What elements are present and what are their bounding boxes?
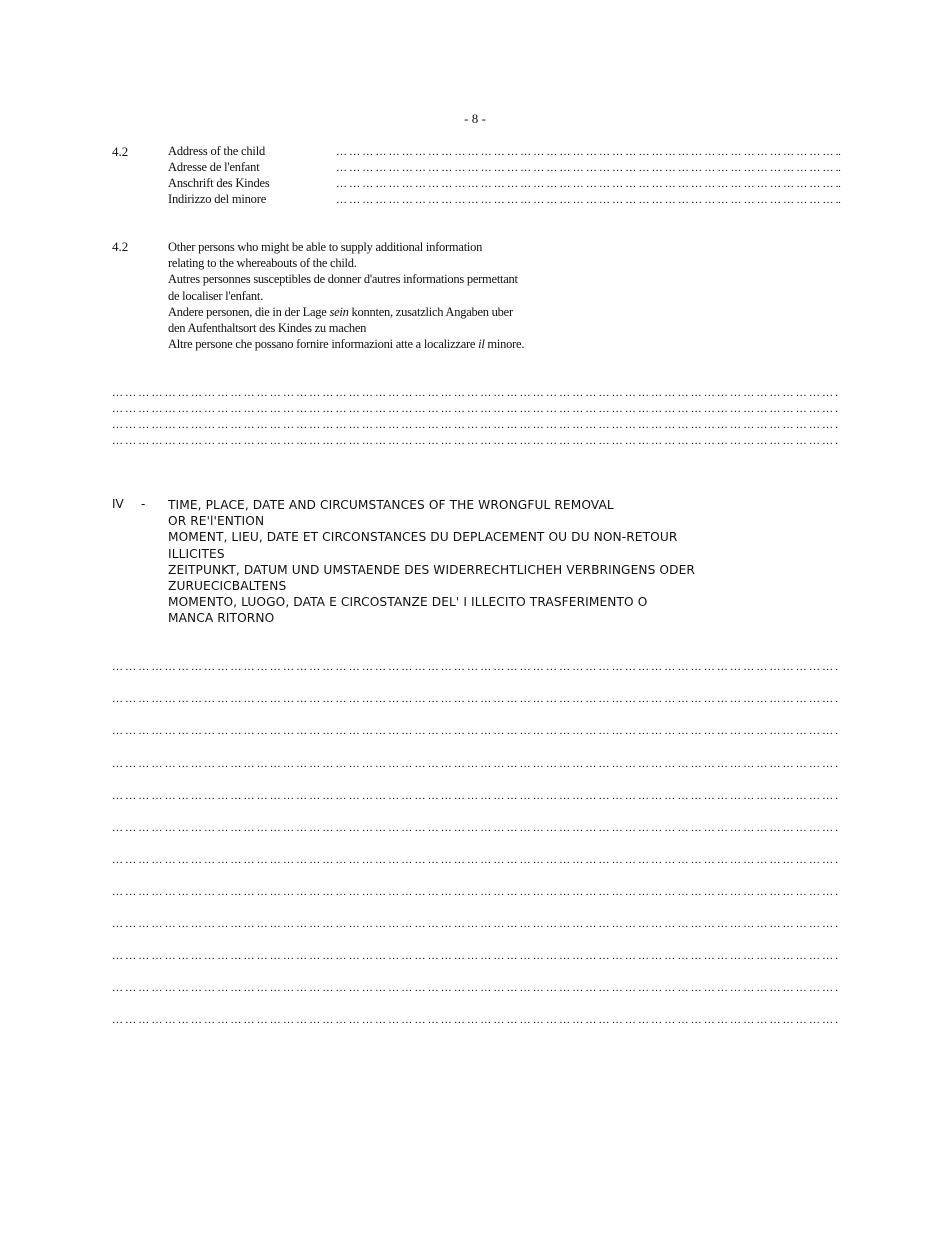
address-row-english[interactable]	[168, 143, 841, 159]
heading-line: ILLICITES	[168, 546, 225, 561]
description-line: Other persons who might be able to supply additional information	[168, 240, 483, 254]
other-persons-fill-line[interactable]: … … … … … … … … … … … … … … … … … … … … … … … … … … … … … … … … … … … … … … … … … … … … … … … … … … … … … … … .	[112, 403, 838, 415]
address-label: Anschrift des Kindes	[168, 176, 270, 190]
circumstances-fill-line[interactable]: … … … … … … … … … … … … … … … … … … … … … … … … … … … … … … … … … … … … … … … … … … … … … … … … … … … … … … … .	[112, 854, 838, 866]
address-row-german[interactable]	[168, 175, 841, 191]
other-persons-fill-line[interactable]: … … … … … … … … … … … … … … … … … … … … … … … … … … … … … … … … … … … … … … … … … … … … … … … … … … … … … … … .	[112, 387, 838, 399]
description-line: de localiser l'enfant.	[168, 288, 263, 303]
heading-line: MOMENT, LIEU, DATE ET CIRCONSTANCES DU DEPLACEMENT OU DU NON-RETOUR	[168, 530, 678, 545]
address-label: Adresse de l'enfant	[168, 160, 260, 174]
heading-line: ZURUECICBALTENS	[168, 579, 287, 594]
heading-line: OR RE'l'ENTION	[168, 514, 265, 529]
description-line: Autres personnes susceptibles de donner d'autres informations permettant	[168, 272, 518, 287]
heading-line: ZEITPUNKT, DATUM UND UMSTAENDE DES WIDERRECHTLICHEH VERBRINGENS ODER	[168, 562, 695, 577]
address-row-french[interactable]	[168, 159, 841, 175]
circumstances-fill-line[interactable]: … … … … … … … … … … … … … … … … … … … … … … … … … … … … … … … … … … … … … … … … … … … … … … … … … … … … … … … .	[112, 822, 838, 834]
other-persons-section-number: 4.2	[112, 239, 129, 254]
address-fill-line: … … … … … … … … … … … … … … … … … … … … … … … … … … … … … … … … … … … … … … ..	[336, 178, 841, 190]
address-label: Address of the child	[168, 144, 266, 158]
other-persons-fill-line[interactable]: … … … … … … … … … … … … … … … … … … … … … … … … … … … … … … … … … … … … … … … … … … … … … … … … … … … … … … … .	[112, 419, 838, 431]
heading-line: MOMENTO, LUOGO, DATA E CIRCOSTANZE DEL' I ILLECITO TRASFERIMENTO O	[168, 595, 648, 610]
address-label: Indirizzo del minore	[168, 192, 267, 206]
circumstances-fill-line[interactable]: … … … … … … … … … … … … … … … … … … … … … … … … … … … … … … … … … … … … … … … … … … … … … … … … … … … … … … … .	[112, 982, 838, 994]
circumstances-fill-line[interactable]: … … … … … … … … … … … … … … … … … … … … … … … … … … … … … … … … … … … … … … … … … … … … … … … … … … … … … … … .	[112, 661, 838, 673]
description-line: relating to the whereabouts of the child.	[168, 256, 357, 271]
circumstances-fill-line[interactable]: … … … … … … … … … … … … … … … … … … … … … … … … … … … … … … … … … … … … … … … … … … … … … … … … … … … … … … … .	[112, 1014, 838, 1026]
circumstances-fill-line[interactable]: … … … … … … … … … … … … … … … … … … … … … … … … … … … … … … … … … … … … … … … … … … … … … … … … … … … … … … … .	[112, 886, 838, 898]
address-fill-line: … … … … … … … … … … … … … … … … … … … … … … … … … … … … … … … … … … … … … … ..	[336, 162, 841, 174]
circumstances-fill-line[interactable]: … … … … … … … … … … … … … … … … … … … … … … … … … … … … … … … … … … … … … … … … … … … … … … … … … … … … … … … .	[112, 950, 838, 962]
address-section-number: 4.2	[112, 144, 129, 159]
circumstances-fill-line[interactable]: … … … … … … … … … … … … … … … … … … … … … … … … … … … … … … … … … … … … … … … … … … … … … … … … … … … … … … … .	[112, 758, 838, 770]
circumstances-fill-line[interactable]: … … … … … … … … … … … … … … … … … … … … … … … … … … … … … … … … … … … … … … … … … … … … … … … … … … … … … … … .	[112, 725, 838, 737]
description-line: den Aufenthaltsort des Kindes zu machen	[168, 321, 367, 336]
address-fill-line: … … … … … … … … … … … … … … … … … … … … … … … … … … … … … … … … … … … … … … ..	[336, 146, 841, 158]
other-persons-fill-line[interactable]: … … … … … … … … … … … … … … … … … … … … … … … … … … … … … … … … … … … … … … … … … … … … … … … … … … … … … … … .	[112, 435, 838, 447]
address-row-italian[interactable]	[168, 191, 841, 207]
other-persons-description	[168, 239, 524, 352]
italic-segment: il	[478, 337, 485, 352]
section-iv-heading	[168, 497, 695, 627]
section-iv-dash: -	[141, 497, 146, 511]
description-line-german	[168, 304, 524, 320]
text-segment: konnten, zusatzlich Angaben uber	[348, 304, 513, 319]
circumstances-fill-line[interactable]: … … … … … … … … … … … … … … … … … … … … … … … … … … … … … … … … … … … … … … … … … … … … … … … … … … … … … … … .	[112, 918, 838, 930]
circumstances-fill-line[interactable]: … … … … … … … … … … … … … … … … … … … … … … … … … … … … … … … … … … … … … … … … … … … … … … … … … … … … … … … .	[112, 790, 838, 802]
page-number: - 8 -	[464, 111, 486, 126]
text-segment: Altre persone che possano fornire informazioni atte a localizzare	[168, 337, 479, 352]
heading-line: TIME, PLACE, DATE AND CIRCUMSTANCES OF THE WRONGFUL REMOVAL	[168, 498, 614, 512]
text-segment: minore.	[484, 337, 525, 352]
text-segment: Andere personen, die in der Lage	[168, 304, 330, 319]
italic-segment: sein	[329, 304, 349, 319]
description-line-italian	[168, 336, 524, 352]
circumstances-fill-line[interactable]: … … … … … … … … … … … … … … … … … … … … … … … … … … … … … … … … … … … … … … … … … … … … … … … … … … … … … … … .	[112, 693, 838, 705]
heading-line: MANCA RITORNO	[168, 611, 275, 626]
address-fill-line: … … … … … … … … … … … … … … … … … … … … … … … … … … … … … … … … … … … … … … ..	[336, 194, 841, 206]
section-iv-roman-numeral: IV	[112, 497, 124, 511]
